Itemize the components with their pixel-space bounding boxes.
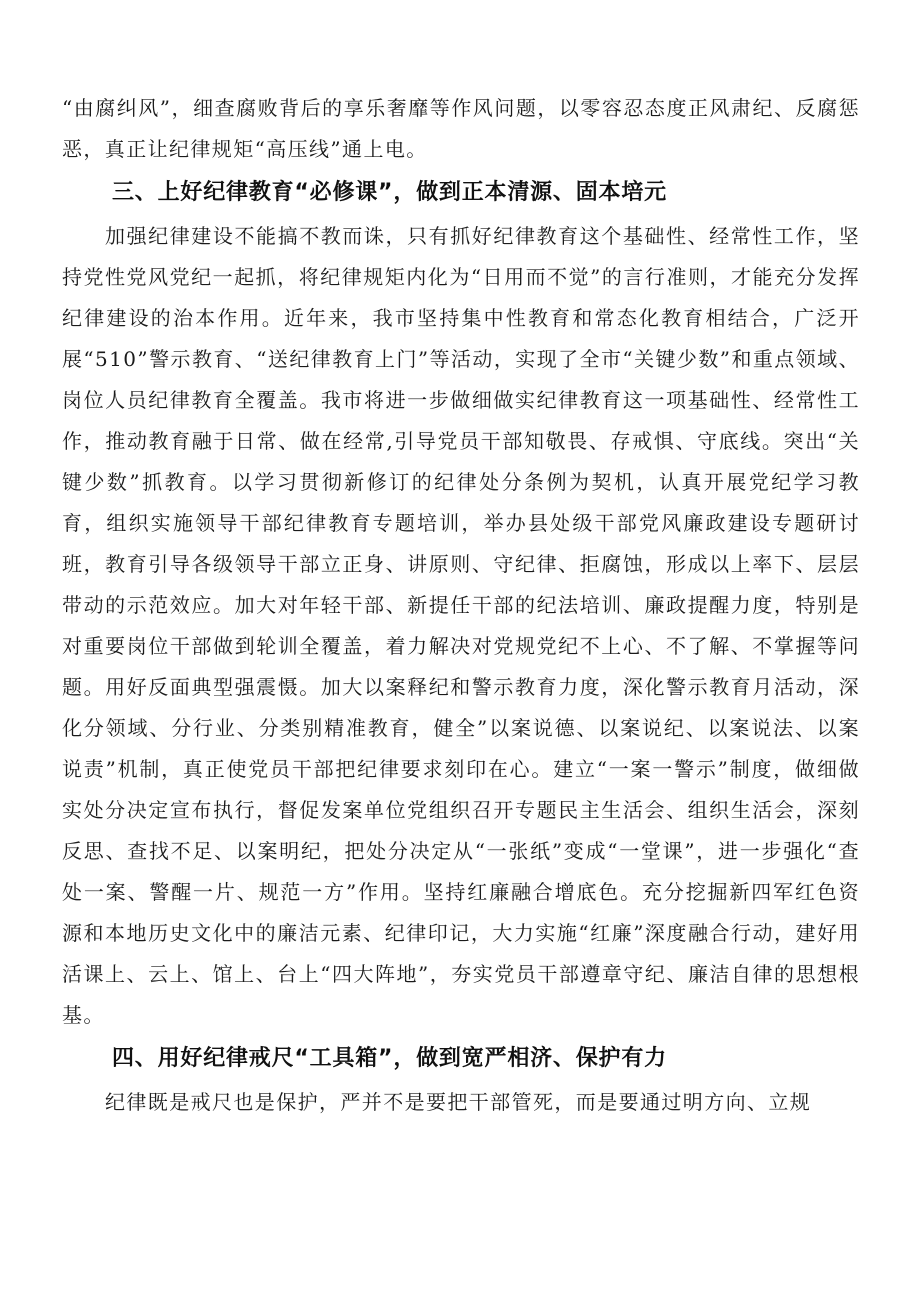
paragraph-section-3: 加强纪律建设不能搞不教而诛，只有抓好纪律教育这个基础性、经常性工作，坚持党性党风党纪一起抓，将纪律规矩内化为“日用而不觉”的言行准则，才能充分发挥纪律建设的治本作用。近年来，我市坚持集中性教育和常态化教育相结合，广泛开展“510”警示教育、“送纪律教育上门”等活动，实现了全市“关键少数”和重点领域、岗位人员纪律教育全覆盖。我市将进一步做细做实纪律教育这一项基础性、经常性工作，推动教育融于日常、做在经常,引导党员干部知敬畏、存戒惧、守底线。突出“关键少数”抓教育。以学习贯彻新修订的纪律处分条例为契机，认真开展党纪学习教育，组织实施领导干部纪律教育专题培训，举办县处级干部党风廉政建设专题研讨班，教育引导各级领导干部立正身、讲原则、守纪律、拒腐蚀，形成以上率下、层层带动的示范效应。加大对年轻干部、新提任干部的纪法培训、廉政提醒力度，特别是对重要岗位干部做到轮训全覆盖，着力解决对党规党纪不上心、不了解、不掌握等问题。用好反面典型强震慑。加大以案释纪和警示教育力度，深化警示教育月活动，深化分领域、分行业、分类别精准教育，健全”以案说德、以案说纪、以案说法、以案说责”机制，真正使党员干部把纪律要求刻印在心。建立“一案一警示”制度，做细做实处分决定宣布执行，督促发案单位党组织召开专题民主生活会、组织生活会，深刻反思、查找不足、以案明纪，把处分决定从“一张纸”变成“一堂课”，进一步强化“查处一案、警醒一片、规范一方”作用。坚持红廉融合增底色。充分挖掘新四军红色资源和本地历史文化中的廉洁元素、纪律印记，大力实施“红廉”深度融合行动，建好用活课上、云上、馆上、台上“四大阵地”，夯实党员干部遵章守纪、廉洁自律的思想根基。 <box>62 224 860 1027</box>
section-heading-4: 四、用好纪律戒尺“工具箱”，做到宽严相济、保护有力 <box>112 1046 667 1071</box>
document-page <box>62 88 860 1123</box>
paragraph-continued: “由腐纠风”，细查腐败背后的享乐奢靡等作风问题，以零容忍态度正风肃纪、反腐惩恶，真正让纪律规矩“高压线”通上电。 <box>62 96 860 161</box>
paragraph-section-4: 纪律既是戒尺也是保护，严并不是要把干部管死，而是要通过明方向、立规 <box>105 1090 812 1114</box>
section-heading-3: 三、上好纪律教育“必修课”，做到正本清源、固本培元 <box>112 180 667 205</box>
